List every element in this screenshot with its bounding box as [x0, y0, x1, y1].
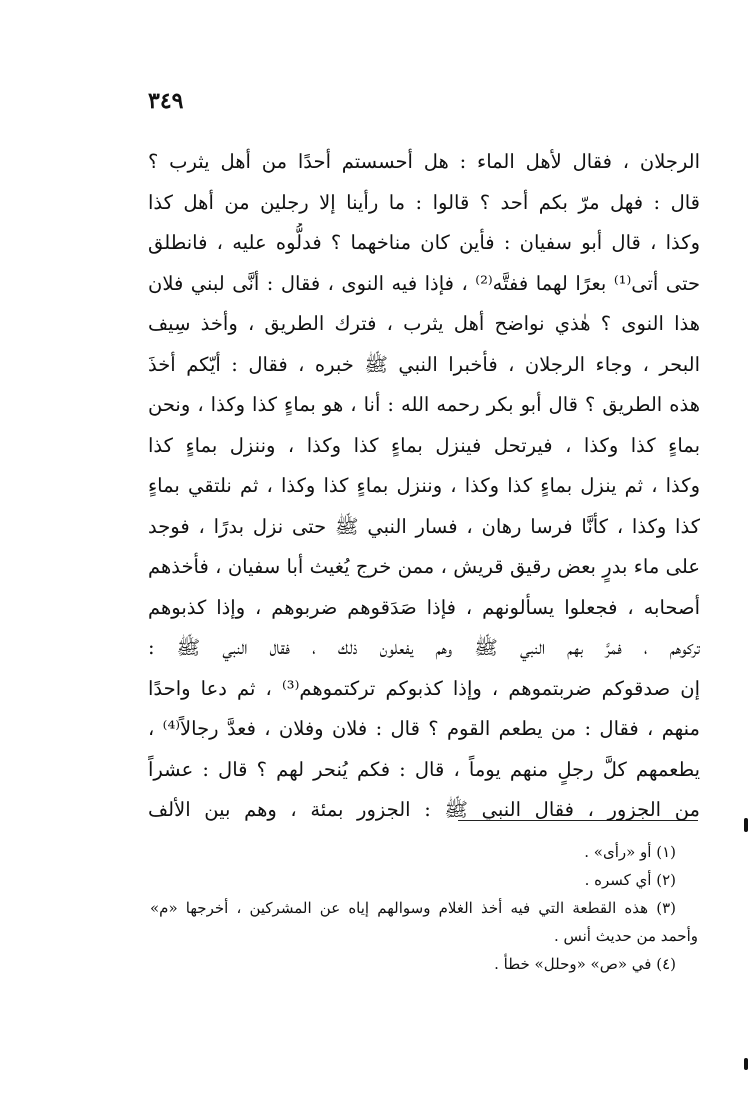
body-text — [148, 142, 700, 831]
footnote-1: (١) أو «رأى» . — [584, 843, 676, 861]
footnote-4: (٤) في «ص» «وحلل» خطأ . — [494, 955, 676, 973]
body-line: وكذا ، قال أبو سفيان : فأين كان مناخهما ؟ فدلُّوه عليه ، فانطلق — [148, 231, 700, 254]
body-line: البحر ، وجاء الرجلان ، فأخبرا النبي ﷺ خبره ، فقال : أيّكم أخذَ — [148, 352, 700, 376]
scan-edge-mark — [744, 818, 748, 832]
body-line: إن صدقوكم ضربتموهم ، وإذا كذبوكم تركتموهم⁽³⁾ ، ثم دعا واحدًا — [148, 676, 700, 700]
body-line: يطعمهم كلَّ رجلٍ منهم يوماً ، قال : فكم يُنحر لهم ؟ قال : عشراً — [148, 757, 700, 781]
footnote-3: (٣) هذه القطعة التي فيه أخذ الغلام وسوالهم إياه عن المشركين ، أخرجها «م» — [150, 899, 676, 917]
body-line: حتى أتى⁽¹⁾ بعرًا لهما ففتَّه⁽²⁾ ، فإذا فيه النوى ، فقال : أنَّى لبني فلان — [148, 271, 700, 295]
body-line: بماءٍ كذا وكذا ، فيرتحل فينزل بماءٍ كذا وكذا ، وننزل بماءٍ كذا — [148, 433, 700, 457]
body-line: تركوهم ، فمرَّ بهم النبي ﷺ وهم يفعلون ذلك ، فقال النبي ﷺ : — [148, 636, 700, 659]
body-line: منهم ، فقال : من يطعم القوم ؟ قال : فلان وفلان ، فعدَّ رجالاً⁽⁴⁾ ، — [148, 717, 700, 740]
body-line: على ماء بدرٍ بعض رقيق قريش ، ممن خرج يُغيث أبا سفيان ، فأخذهم — [148, 555, 700, 578]
footnote-3-continuation: وأحمد من حديث أنس . — [553, 927, 698, 945]
body-line: كذا وكذا ، كأنَّا فرسا رهان ، فسار النبي ﷺ حتى نزل بدرًا ، فوجد — [148, 514, 700, 538]
body-line: وكذا ، ثم ينزل بماءٍ كذا وكذا ، وننزل بماءٍ كذا وكذا ، ثم نلتقي بماءٍ — [148, 474, 700, 497]
body-line: من الجزور ، فقال النبي ﷺ : الجزور بمئة ، وهم بين الألف — [148, 798, 700, 821]
body-line: الرجلان ، فقال لأهل الماء : هل أحسستم أحدًا من أهل يثرب ؟ — [148, 150, 700, 173]
footnotes — [150, 838, 698, 978]
scan-edge-mark — [744, 1058, 748, 1070]
page-number: ٣٤٩ — [148, 88, 184, 114]
body-line: أصحابه ، فجعلوا يسألونهم ، فإذا صَدَقوهم ضربوهم ، وإذا كذبوهم — [148, 595, 700, 619]
footnote-2: (٢) أي كسره . — [584, 871, 676, 889]
body-line: هذا النوى ؟ هٰذي نواضح أهل يثرب ، فترك الطريق ، وأخذ سِيف — [148, 312, 700, 335]
footnote-separator — [458, 820, 698, 821]
body-line: قال : فهل مرّ بكم أحد ؟ قالوا : ما رأينا إلا رجلين من أهل كذا — [148, 190, 700, 214]
body-line: هذه الطريق ؟ قال أبو بكر رحمه الله : أنا ، هو بماءٍ كذا وكذا ، ونحن — [148, 393, 700, 416]
